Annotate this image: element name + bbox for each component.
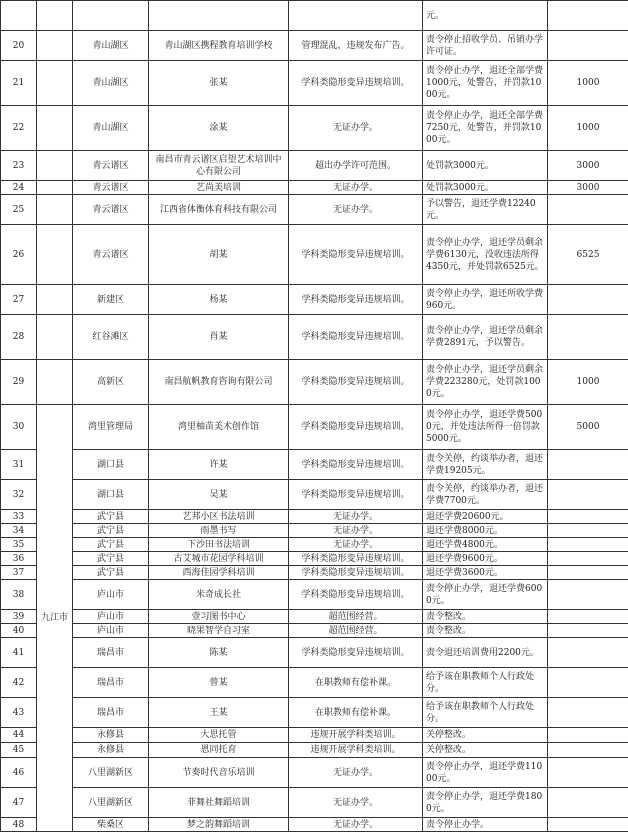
name-cell: 杨某	[149, 285, 289, 315]
result-cell: 责令停止办学，退还学员剩余学费2891元，予以警告。	[423, 315, 548, 360]
name-cell: 许某	[149, 450, 289, 480]
table-row	[1, 106, 628, 151]
fine-cell	[548, 638, 628, 668]
name-cell: 下沙田书法培训	[149, 538, 289, 552]
fine-cell	[548, 758, 628, 788]
row-number: 34	[1, 524, 37, 538]
result-cell: 责令退还培训费用2200元。	[423, 638, 548, 668]
name-cell: 大思托管	[149, 728, 289, 743]
table-row	[1, 566, 628, 580]
district-cell: 青云谱区	[73, 195, 149, 225]
fine-cell: 3000	[548, 151, 628, 181]
fine-cell	[548, 480, 628, 510]
name-cell: 张某	[149, 61, 289, 106]
city-cell	[37, 225, 73, 285]
district-cell: 武宁县	[73, 538, 149, 552]
issue-cell: 无证办学。	[289, 818, 423, 832]
name-cell: 涂某	[149, 106, 289, 151]
district-cell: 青山湖区	[73, 106, 149, 151]
district-cell: 青山湖区	[73, 61, 149, 106]
issue-cell: 学科类隐形变异违规培训。	[289, 285, 423, 315]
result-cell: 处罚款3000元。	[423, 151, 548, 181]
fine-cell: 5000	[548, 405, 628, 450]
issue-cell: 学科类隐形变异违规培训。	[289, 61, 423, 106]
table-row	[1, 195, 628, 225]
row-number: 39	[1, 610, 37, 624]
name-cell: 西海佳园学科培训	[149, 566, 289, 580]
result-cell: 退还学费4800元。	[423, 538, 548, 552]
issue-cell: 学科类隐形变异违规培训。	[289, 552, 423, 566]
issue-cell	[289, 1, 423, 31]
table-row	[1, 61, 628, 106]
fine-cell	[548, 624, 628, 638]
issue-cell: 学科类隐形变异违规培训。	[289, 360, 423, 405]
name-cell: 青山湖区携程教育培训学校	[149, 31, 289, 61]
fine-cell	[548, 788, 628, 818]
district-cell	[73, 1, 149, 31]
fine-cell	[548, 510, 628, 524]
district-cell: 庐山市	[73, 624, 149, 638]
district-cell: 青云谱区	[73, 151, 149, 181]
city-cell	[37, 61, 73, 106]
row-number: 46	[1, 758, 37, 788]
name-cell: 米奇成长社	[149, 580, 289, 610]
row-number: 40	[1, 624, 37, 638]
row-number: 24	[1, 181, 37, 195]
city-cell	[37, 106, 73, 151]
issue-cell: 学科类隐形变异违规培训。	[289, 580, 423, 610]
fine-cell	[548, 538, 628, 552]
result-cell: 予以警告，退还学费12240元。	[423, 195, 548, 225]
fine-cell	[548, 285, 628, 315]
name-cell	[149, 1, 289, 31]
name-cell: 陈某	[149, 638, 289, 668]
fine-cell	[548, 728, 628, 743]
table-row	[1, 818, 628, 832]
table-row	[1, 788, 628, 818]
table-row	[1, 743, 628, 758]
result-cell: 责令停止办学，退还学员剩余学费223280元，处罚款1000元。	[423, 360, 548, 405]
issue-cell: 违规开展学科类培训。	[289, 728, 423, 743]
district-cell: 武宁县	[73, 566, 149, 580]
district-cell: 武宁县	[73, 510, 149, 524]
result-cell: 责令整改。	[423, 624, 548, 638]
issue-cell: 学科类隐形变异违规培训。	[289, 405, 423, 450]
fine-cell	[548, 668, 628, 698]
city-cell	[37, 31, 73, 61]
table-row	[1, 181, 628, 195]
issue-cell: 无证办学。	[289, 510, 423, 524]
row-number: 20	[1, 31, 37, 61]
district-cell: 庐山市	[73, 610, 149, 624]
issue-cell: 无证办学。	[289, 758, 423, 788]
name-cell: 节奏时代音乐培训	[149, 758, 289, 788]
row-number: 23	[1, 151, 37, 181]
table-row	[1, 610, 628, 624]
name-cell: 曾某	[149, 668, 289, 698]
fine-cell	[548, 552, 628, 566]
fine-cell: 6525	[548, 225, 628, 285]
issue-cell: 管理混乱，违规发布广告。	[289, 31, 423, 61]
row-number: 44	[1, 728, 37, 743]
fine-cell	[548, 450, 628, 480]
result-cell: 责令停止办学，退还学员剩余学费6130元，没收违法所得4350元，并处罚款6525元。	[423, 225, 548, 285]
district-cell: 八里湖新区	[73, 788, 149, 818]
table-row	[1, 758, 628, 788]
name-cell: 王某	[149, 698, 289, 728]
issue-cell: 学科类隐形变异违规培训。	[289, 450, 423, 480]
table-row	[1, 405, 628, 450]
district-cell: 青云谱区	[73, 181, 149, 195]
issue-cell: 无证办学。	[289, 106, 423, 151]
district-cell: 瑞昌市	[73, 638, 149, 668]
issue-cell: 超范围经营。	[289, 610, 423, 624]
row-number: 47	[1, 788, 37, 818]
table-row	[1, 728, 628, 743]
table-row	[1, 538, 628, 552]
name-cell: 恩同托育	[149, 743, 289, 758]
district-cell: 武宁县	[73, 552, 149, 566]
result-cell: 退还学费9600元。	[423, 552, 548, 566]
row-number: 42	[1, 668, 37, 698]
name-cell: 壹习图书中心	[149, 610, 289, 624]
fine-cell	[548, 566, 628, 580]
fine-cell	[548, 818, 628, 832]
district-cell: 瑞昌市	[73, 668, 149, 698]
fine-cell: 1000	[548, 61, 628, 106]
fine-cell	[548, 31, 628, 61]
issue-cell: 无证办学。	[289, 181, 423, 195]
result-cell: 关停整改。	[423, 728, 548, 743]
result-cell: 责令停止办学，退还全部学费7250元，处警告，并罚款1000元。	[423, 106, 548, 151]
city-cell	[37, 151, 73, 181]
issue-cell: 学科类隐形变异违规培训。	[289, 638, 423, 668]
issue-cell: 超出办学许可范围。	[289, 151, 423, 181]
issue-cell: 学科类隐形变异违规培训。	[289, 315, 423, 360]
issue-cell: 无证办学。	[289, 524, 423, 538]
table-row	[1, 638, 628, 668]
row-number	[1, 1, 37, 31]
row-number: 48	[1, 818, 37, 832]
fine-cell	[548, 610, 628, 624]
row-number: 43	[1, 698, 37, 728]
district-cell: 柴桑区	[73, 818, 149, 832]
name-cell: 菲舞社舞蹈培训	[149, 788, 289, 818]
fine-cell	[548, 1, 628, 31]
result-cell: 元。	[423, 1, 548, 31]
name-cell: 吴某	[149, 480, 289, 510]
result-cell: 责令整改。	[423, 610, 548, 624]
table-row	[1, 151, 628, 181]
row-number: 36	[1, 552, 37, 566]
result-cell: 关停整改。	[423, 743, 548, 758]
result-cell: 给予该在职教师个人行政处分。	[423, 668, 548, 698]
result-cell: 责令关停，约谈举办者，退还学费19205元。	[423, 450, 548, 480]
issue-cell: 学科类隐形变异违规培训。	[289, 480, 423, 510]
name-cell: 雨墨书写	[149, 524, 289, 538]
name-cell: 梦之韵舞蹈培训	[149, 818, 289, 832]
row-number: 31	[1, 450, 37, 480]
fine-cell	[548, 698, 628, 728]
name-cell: 古艾城市花园学科培训	[149, 552, 289, 566]
name-cell: 艺尚美培训	[149, 181, 289, 195]
result-cell: 退还学费8000元。	[423, 524, 548, 538]
district-cell: 湾里管理局	[73, 405, 149, 450]
table-row	[1, 225, 628, 285]
district-cell: 新建区	[73, 285, 149, 315]
table-row	[1, 31, 628, 61]
table-row	[1, 510, 628, 524]
row-number: 37	[1, 566, 37, 580]
issue-cell: 在职教师有偿补课。	[289, 668, 423, 698]
row-number: 29	[1, 360, 37, 405]
fine-cell	[548, 524, 628, 538]
row-number: 22	[1, 106, 37, 151]
city-cell	[37, 285, 73, 315]
issue-cell: 违规开展学科类培训。	[289, 743, 423, 758]
result-cell: 给予该在职教师个人行政处分。	[423, 698, 548, 728]
row-number: 30	[1, 405, 37, 450]
table-row	[1, 524, 628, 538]
row-number: 35	[1, 538, 37, 552]
city-cell	[37, 195, 73, 225]
name-cell: 晓果智学自习室	[149, 624, 289, 638]
district-cell: 青云谱区	[73, 225, 149, 285]
fine-cell: 1000	[548, 360, 628, 405]
issue-cell: 无证办学。	[289, 538, 423, 552]
district-cell: 青山湖区	[73, 31, 149, 61]
row-number: 26	[1, 225, 37, 285]
row-number: 27	[1, 285, 37, 315]
row-number: 32	[1, 480, 37, 510]
result-cell: 责令停止办学，退还学费11000元。	[423, 758, 548, 788]
result-cell: 责令停止招收学员、吊销办学许可证。	[423, 31, 548, 61]
result-cell: 责令停止办学，退还全部学费1000元，处警告，并罚款1000元。	[423, 61, 548, 106]
table-row	[1, 698, 628, 728]
name-cell: 江西省体衡体育科技有限公司	[149, 195, 289, 225]
city-cell	[37, 181, 73, 195]
district-cell: 庐山市	[73, 580, 149, 610]
issue-cell: 无证办学。	[289, 195, 423, 225]
name-cell: 艺邦小区书法培训	[149, 510, 289, 524]
table-row	[1, 624, 628, 638]
district-cell: 武宁县	[73, 524, 149, 538]
row-number: 21	[1, 61, 37, 106]
table-row	[1, 668, 628, 698]
city-cell	[37, 360, 73, 405]
result-cell: 处罚款3000元。	[423, 181, 548, 195]
result-cell: 退还学费20600元。	[423, 510, 548, 524]
result-cell: 责令停止办学，退还学费1800元。	[423, 788, 548, 818]
name-cell: 湾里柚苗美术创作馆	[149, 405, 289, 450]
district-cell: 八里湖新区	[73, 758, 149, 788]
table-row	[1, 580, 628, 610]
fine-cell	[548, 580, 628, 610]
result-cell: 责令停止办学。	[423, 818, 548, 832]
district-cell: 瑞昌市	[73, 698, 149, 728]
table-row	[1, 552, 628, 566]
issue-cell: 学科类隐形变异违规培训。	[289, 225, 423, 285]
row-number: 41	[1, 638, 37, 668]
city-cell	[37, 1, 73, 31]
row-number: 33	[1, 510, 37, 524]
table-row	[1, 450, 628, 480]
district-cell: 红谷滩区	[73, 315, 149, 360]
fine-cell	[548, 315, 628, 360]
name-cell: 肖某	[149, 315, 289, 360]
city-cell-jiujiang: 九江市	[37, 405, 73, 832]
district-cell: 湖口县	[73, 480, 149, 510]
table-row	[1, 285, 628, 315]
name-cell: 南昌航帆教育咨询有限公司	[149, 360, 289, 405]
table-row	[1, 315, 628, 360]
city-cell	[37, 315, 73, 360]
issue-cell: 学科类隐形变异违规培训。	[289, 566, 423, 580]
result-cell: 责令关停，约谈举办者，退还学费7700元。	[423, 480, 548, 510]
table-row	[1, 480, 628, 510]
name-cell: 南昌市青云谱区启望艺术培训中心有限公司	[149, 151, 289, 181]
row-number: 38	[1, 580, 37, 610]
district-cell: 高新区	[73, 360, 149, 405]
fine-cell: 1000	[548, 106, 628, 151]
district-cell: 永修县	[73, 728, 149, 743]
row-number: 25	[1, 195, 37, 225]
fine-cell: 3000	[548, 181, 628, 195]
fine-cell	[548, 195, 628, 225]
result-cell: 责令停止办学，退还学费5000元，并处违法所得一倍罚款5000元。	[423, 405, 548, 450]
district-cell: 永修县	[73, 743, 149, 758]
result-cell: 责令停止办学，退还学费6000元。	[423, 580, 548, 610]
issue-cell: 超范围经营。	[289, 624, 423, 638]
result-cell: 责令停止办学，退还所收学费960元。	[423, 285, 548, 315]
name-cell: 胡某	[149, 225, 289, 285]
table-row	[1, 360, 628, 405]
issue-cell: 无证办学。	[289, 788, 423, 818]
district-cell: 湖口县	[73, 450, 149, 480]
fine-cell	[548, 743, 628, 758]
result-cell: 退还学费3600元。	[423, 566, 548, 580]
row-number: 45	[1, 743, 37, 758]
table-row	[1, 1, 628, 31]
issue-cell: 在职教师有偿补课。	[289, 698, 423, 728]
row-number: 28	[1, 315, 37, 360]
